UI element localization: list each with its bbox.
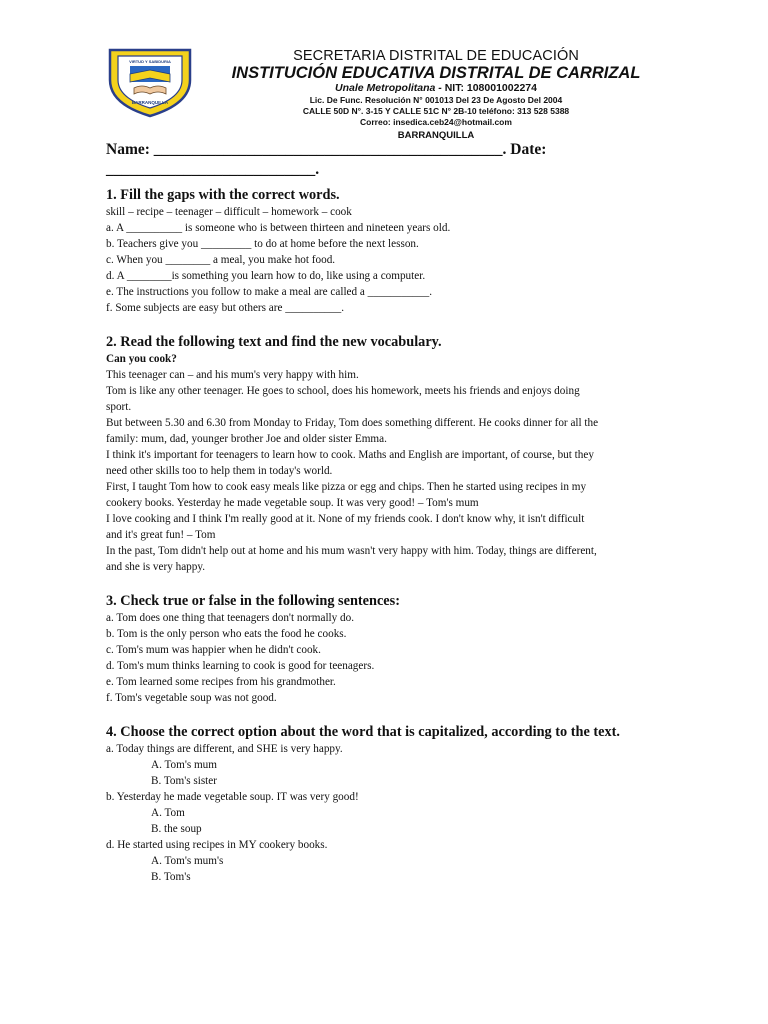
logo-city: BARRANQUILLA [131, 100, 169, 105]
secretaria-title: SECRETARIA DISTRITAL DE EDUCACIÓN [293, 48, 579, 64]
q1-item-d[interactable]: d. A ________is something you learn how to do, like using a computer. [106, 270, 426, 282]
q4-question-b: b. Yesterday he made vegetable soup. IT was very good! [106, 791, 359, 803]
q3-title: 3. Check true or false in the following sentences: [106, 593, 400, 609]
reading-line: family: mum, dad, younger brother Joe and older sister Emma. [106, 433, 387, 445]
license-line: Lic. De Func. Resolución N° 001013 Del 23 De Agosto Del 2004 [309, 95, 563, 105]
q4-question-d: d. He started using recipes in MY cookery books. [106, 839, 328, 851]
nit: NIT: 108001002274 [444, 82, 537, 94]
q3-item-e[interactable]: e. Tom learned some recipes from his grandmother. [106, 676, 336, 688]
q4-question-a: a. Today things are different, and SHE is very happy. [106, 743, 343, 755]
unale-label: Unale Metropolitana - [335, 82, 445, 94]
unale-line [200, 82, 672, 95]
q3-item-f[interactable]: f. Tom's vegetable soup was not good. [106, 692, 277, 704]
reading-line: cookery books. Yesterday he made vegetable soup. It was very good! – Tom's mum [106, 497, 479, 509]
reading-line: sport. [106, 401, 132, 413]
q1-word-bank: skill – recipe – teenager – difficult – homework – cook [106, 206, 352, 218]
q1-item-e[interactable]: e. The instructions you follow to make a meal are called a ___________. [106, 286, 433, 298]
q4-title: 4. Choose the correct option about the word that is capitalized, according to the text. [106, 724, 620, 740]
q4-option[interactable]: A. Tom's mum [151, 759, 217, 771]
q1-item-f[interactable]: f. Some subjects are easy but others are __________. [106, 302, 344, 314]
institution-name: INSTITUCIÓN EDUCATIVA DISTRITAL DE CARRIZAL [231, 64, 641, 82]
q1-title: 1. Fill the gaps with the correct words. [106, 187, 340, 203]
date-field-continuation[interactable]: ___________________________. [106, 161, 320, 178]
school-logo [104, 44, 196, 118]
q3-item-b[interactable]: b. Tom is the only person who eats the food he cooks. [106, 628, 347, 640]
q3-item-d[interactable]: d. Tom's mum thinks learning to cook is good for teenagers. [106, 660, 375, 672]
q1-item-c[interactable]: c. When you ________ a meal, you make hot food. [106, 254, 336, 266]
q1-item-b[interactable]: b. Teachers give you _________ to do at home before the next lesson. [106, 238, 419, 250]
reading-line: and she is very happy. [106, 561, 206, 573]
city-line: BARRANQUILLA [397, 130, 475, 141]
worksheet-content [106, 184, 686, 885]
reading-line: In the past, Tom didn't help out at home and his mum wasn't very happy with him. Today, things are different, [106, 545, 597, 557]
q3-item-a[interactable]: a. Tom does one thing that teenagers don't normally do. [106, 612, 355, 624]
q2-title: 2. Read the following text and find the new vocabulary. [106, 334, 442, 350]
name-date-field[interactable]: Name: _____________________________________________. Date: [106, 141, 547, 158]
reading-line: need other skills too to help them in today's world. [106, 465, 333, 477]
reading-line: First, I taught Tom how to cook easy meals like pizza or egg and chips. Then he started using recipes in my [106, 481, 587, 493]
address-line: CALLE 50D N°. 3-15 Y CALLE 51C N° 2B-10 teléfono: 313 528 5388 [302, 106, 570, 116]
q2-reading-title: Can you cook? [106, 353, 177, 365]
logo-motto: VIRTUD Y SABIDURIA [129, 59, 171, 64]
email-line: Correo: insedica.ceb24@hotmail.com [360, 117, 512, 127]
q1-item-a[interactable]: a. A __________ is someone who is between thirteen and nineteen years old. [106, 222, 451, 234]
reading-line: I think it's important for teenagers to learn how to cook. Maths and English are important, of course, but they [106, 449, 594, 461]
reading-line: I love cooking and I think I'm really good at it. None of my friends cook. I don't know why, it isn't difficult [106, 513, 585, 525]
reading-line: But between 5.30 and 6.30 from Monday to Friday, Tom does something different. He cooks dinner for all the [106, 417, 599, 429]
q4-option[interactable]: B. Tom's [151, 871, 191, 883]
reading-line: Tom is like any other teenager. He goes to school, does his homework, meets his friends and enjoys doing [106, 385, 580, 397]
institution-header [200, 48, 672, 142]
reading-line: and it's great fun! – Tom [106, 529, 216, 541]
q4-option[interactable]: A. Tom [151, 807, 185, 819]
q3-item-c[interactable]: c. Tom's mum was happier when he didn't cook. [106, 644, 321, 656]
q4-option[interactable]: A. Tom's mum's [151, 855, 224, 867]
q4-option[interactable]: B. the soup [151, 823, 202, 835]
reading-line: This teenager can – and his mum's very happy with him. [106, 369, 359, 381]
q4-option[interactable]: B. Tom's sister [151, 775, 217, 787]
